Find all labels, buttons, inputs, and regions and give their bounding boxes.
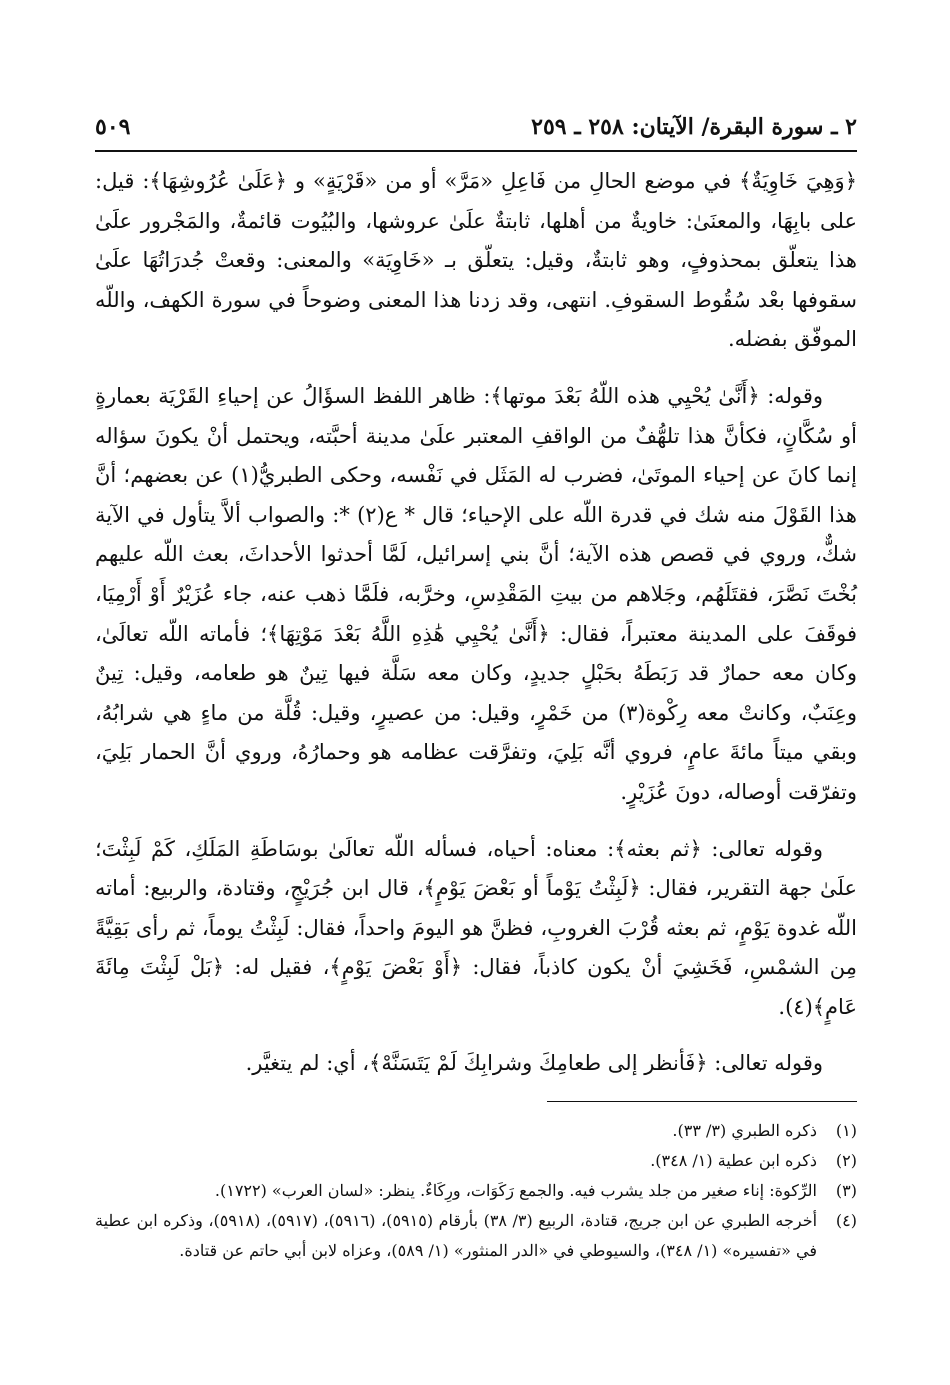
page-number: ٥٠٩ [95, 114, 131, 140]
footnote-number: (٣) [835, 1181, 857, 1201]
footnote-text: ذكره الطبري (٣/ ٣٣). [672, 1121, 817, 1141]
main-text [95, 162, 857, 1084]
paragraph-4: وقوله تعالى: ﴿فَأنظر إلى طعامِكَ وشرابِكَ لَمْ يَتَسَنَّهْ﴾، أي: لم يتغيَّر. [245, 1051, 823, 1076]
footnote-number: (٤) [835, 1211, 857, 1231]
paragraph-2: وقوله: ﴿أَنَّىٰ يُحْيِي هذه اللّهُ بَعْدَ موتها﴾: ظاهر اللفظ السؤَالُ عن إحياءِ القَرْيَة بعمارةٍ أو سُكَّانٍ، فكأنَّ هذا تلهُّفٌ من الواقفِ المعتبر علَىٰ مدينة أحبَّته، ويحتمل أنْ يكونَ سؤاله إنما كانَ عن إحياء الموتَىٰ، فضرب له المَثَل في نَفْسه، وحكى الطبريُّ(١) عن بعضهم؛ أنَّ هذا القَوْلَ منه شك في قدرة اللّه على الإحياء؛ قال * ع(٢) *: والصواب ألاَّ يتأول في الآية شكٌّ، وروي في قصص هذه الآية؛ أنَّ بني إسرائيل، لَمَّا أحدثوا الأحداثَ، بعث اللّه عليهم بُخْتَ نَصَّرَ، فقتَلَهُم، وجَلاهم من بيتِ المَقْدِسِ، وخرَّبه، فلَمَّا ذهب عنه، جاء عُزَيْرٌ أَوْ أَرْمِيَا، فوقَفَ على المدينة معتبراً، فقال: ﴿أَنَّىٰ يُحْيِي هَٰذِهِ اللَّهُ بَعْدَ مَوْتِهَا﴾؛ فأماته اللّه تعالَىٰ، وكان معه حمارٌ قد رَبَطَهُ بحَبْلٍ جديدٍ، وكان معه سَلَّة فيها تِينٌ هو طعامه، وقيل: تِينٌ وعِنَبٌ، وكانتْ معه رِكْوة(٣) من خَمْرٍ، وقيل: من عصيرٍ، وقيل: قُلَّة من ماءٍ هي شرابُهُ، وبقي ميتاً مائةَ عامٍ، فروي أنَّه بَلِيَ، وتفرَّقت عظامه هو وحمارُهُ، وروي أنَّ الحمار بَلِيَ، وتفرّقت أوصاله، دونَ عُزَيْرٍ. [95, 383, 857, 804]
footnote-number: (١) [835, 1121, 857, 1141]
running-header [95, 110, 857, 150]
paragraph-1: ﴿وَهِيَ خَاوِيَةٌ﴾ في موضع الحالِ من فَاعِلِ «مَرَّ» أو من «قَرْيَةٍ» و ﴿عَلَىٰ عُرُوشِهَا﴾: قيل: على بابِهَا، والمعنَىٰ: خاويةٌ من أهلها، ثابتةٌ علَىٰ عروشها، والبُيُوت قائمةٌ، والمَجْرور علَىٰ هذا يتعلّق بمحذوفٍ، وهو ثابتةٌ، وقيل: يتعلّق بـ «خَاوِيَة» والمعنى: وقعتْ جُدرَاتُهَا علَىٰ سقوفها بعْد سُقُوط السقوفِ. انتهى، وقد زدنا هذا المعنى وضوحاً في سورة الكهف، واللّه الموفّق بفضله. [95, 169, 857, 352]
footnote-item [95, 1116, 857, 1146]
footnote-text: الرِّكوة: إناء صغير من جلد يشرب فيه. والجمع رَكَوَات، ورِكَاءٌ. ينظر: «لسان العرب» (١٧٢٢). [214, 1181, 817, 1201]
footnote-number: (٢) [835, 1151, 857, 1171]
header-rule [95, 150, 857, 152]
header-title: ٢ ـ سورة البقرة/ الآيتان: ٢٥٨ ـ ٢٥٩ [531, 114, 857, 140]
footnote-item [95, 1176, 857, 1206]
footnote-text: أخرجه الطبري عن ابن جريج، قتادة، الربيع (٣/ ٣٨) بأرقام (٥٩١٥)، (٥٩١٦)، (٥٩١٧)، (٥٩١٨)، وذكره ابن عطية في «تفسيره» (١/ ٣٤٨)، والسيوطي في «الدر المنثور» (١/ ٥٨٩)، وعزاه لابن أبي حاتم عن قتادة. [95, 1211, 818, 1261]
footnote-item [95, 1206, 857, 1266]
footnote-item [95, 1146, 857, 1176]
paragraph-3: وقوله تعالى: ﴿ثم بعثه﴾: معناه: أحياه، فسأله اللّه تعالَىٰ بوسَاطَةِ المَلَكِ، كَمْ لَبِثْتَ؛ علَىٰ جهة التقرير، فقال: ﴿لَبِثْتُ يَوْماً أو بَعْضَ يَوْمٍ﴾، قال ابن جُرَيْجٍ، وقتادة، والربيع: أماته اللّه غدوة يَوْمٍ، ثم بعثه قُرْبَ الغروبِ، فظنَّ هو اليومَ واحداً، فقال: لَبِثْتُ يوماً، ثم رأى بَقِيَّةً مِن الشمْسِ، فَخَشِيَ أنْ يكون كاذباً، فقال: ﴿أَوْ بَعْضَ يَوْمٍ﴾، فقيل له: ﴿بَلْ لَبِثْتَ مِائَةَ عَامٍ﴾(٤). [95, 836, 857, 1019]
footnote-divider [547, 1101, 857, 1102]
document-page [95, 110, 857, 1266]
footnotes [95, 1116, 857, 1266]
footnote-text: ذكره ابن عطية (١/ ٣٤٨). [650, 1151, 817, 1171]
